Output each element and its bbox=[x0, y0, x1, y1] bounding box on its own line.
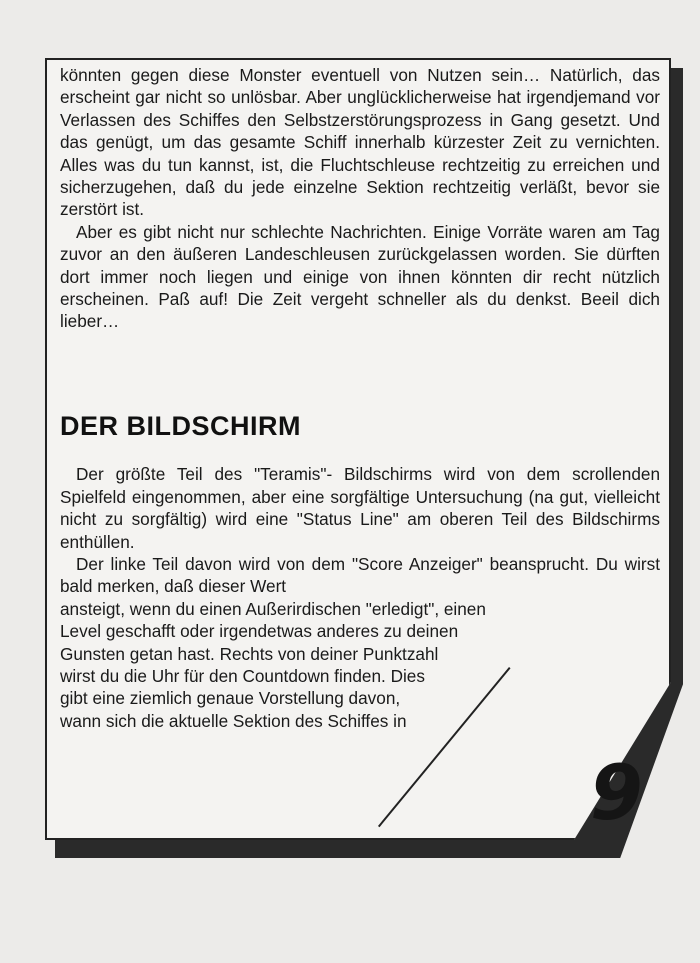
text-line: Level geschafft oder irgendetwas anderes zu deinen bbox=[60, 621, 459, 642]
text-line: wirst du die Uhr für den Countdown finden. Dies bbox=[60, 665, 425, 686]
text-line: gibt eine ziemlich genaue Vorstellung davon, bbox=[60, 688, 401, 709]
text-line: Gunsten getan hast. Rechts von deiner Punktzahl bbox=[60, 643, 439, 664]
paragraph: Aber es gibt nicht nur schlechte Nachrichten. Einige Vorräte waren am Tag zuvor an den äußeren Landeschleusen zurückgelassen worden. Sie dürften dort immer noch liegen und einige von ihnen könnten dir recht nützlich erscheinen. Paß auf! Die Zeit vergeht schneller als du denkst. Beeil dich lieber… bbox=[60, 221, 660, 332]
paragraph-continuation bbox=[60, 598, 580, 732]
text-line: wann sich die aktuelle Sektion des Schiffes in bbox=[60, 710, 407, 731]
paragraph: könnten gegen diese Monster eventuell von Nutzen sein… Natürlich, das erscheint gar nicht so unlösbar. Aber unglücklicherweise hat irgendjemand vor Verlassen des Schiffes den Selbstzerstörungsprozess in Gang gesetzt. Und das genügt, um das gesamte Schiff innerhalb kürzester Zeit zu vernichten. Alles was du tun kannst, ist, die Fluchtschleuse rechtzeitig zu erreichen und sicherzugehen, daß du jede einzelne Sektion rechtzeitig verläßt, bevor sie zerstört ist. bbox=[60, 65, 660, 220]
page-number: 9 bbox=[590, 748, 643, 837]
paragraph: Der größte Teil des "Teramis"- Bildschirms wird von dem scrollenden Spielfeld eingenommen, aber eine sorgfältige Untersuchung (na gut, vielleicht nicht zu sorgfältig) wird eine "Status Line" am oberen Teil des Bildschirms enthüllen. bbox=[60, 464, 660, 552]
text-line: ansteigt, wenn du einen Außerirdischen "erledigt", einen bbox=[60, 598, 486, 619]
text-content bbox=[60, 64, 660, 732]
section-heading: DER BILDSCHIRM bbox=[60, 410, 301, 441]
paragraph: Der linke Teil davon wird von dem "Score Anzeiger" beansprucht. Du wirst bald merken, daß dieser Wert bbox=[60, 553, 660, 597]
